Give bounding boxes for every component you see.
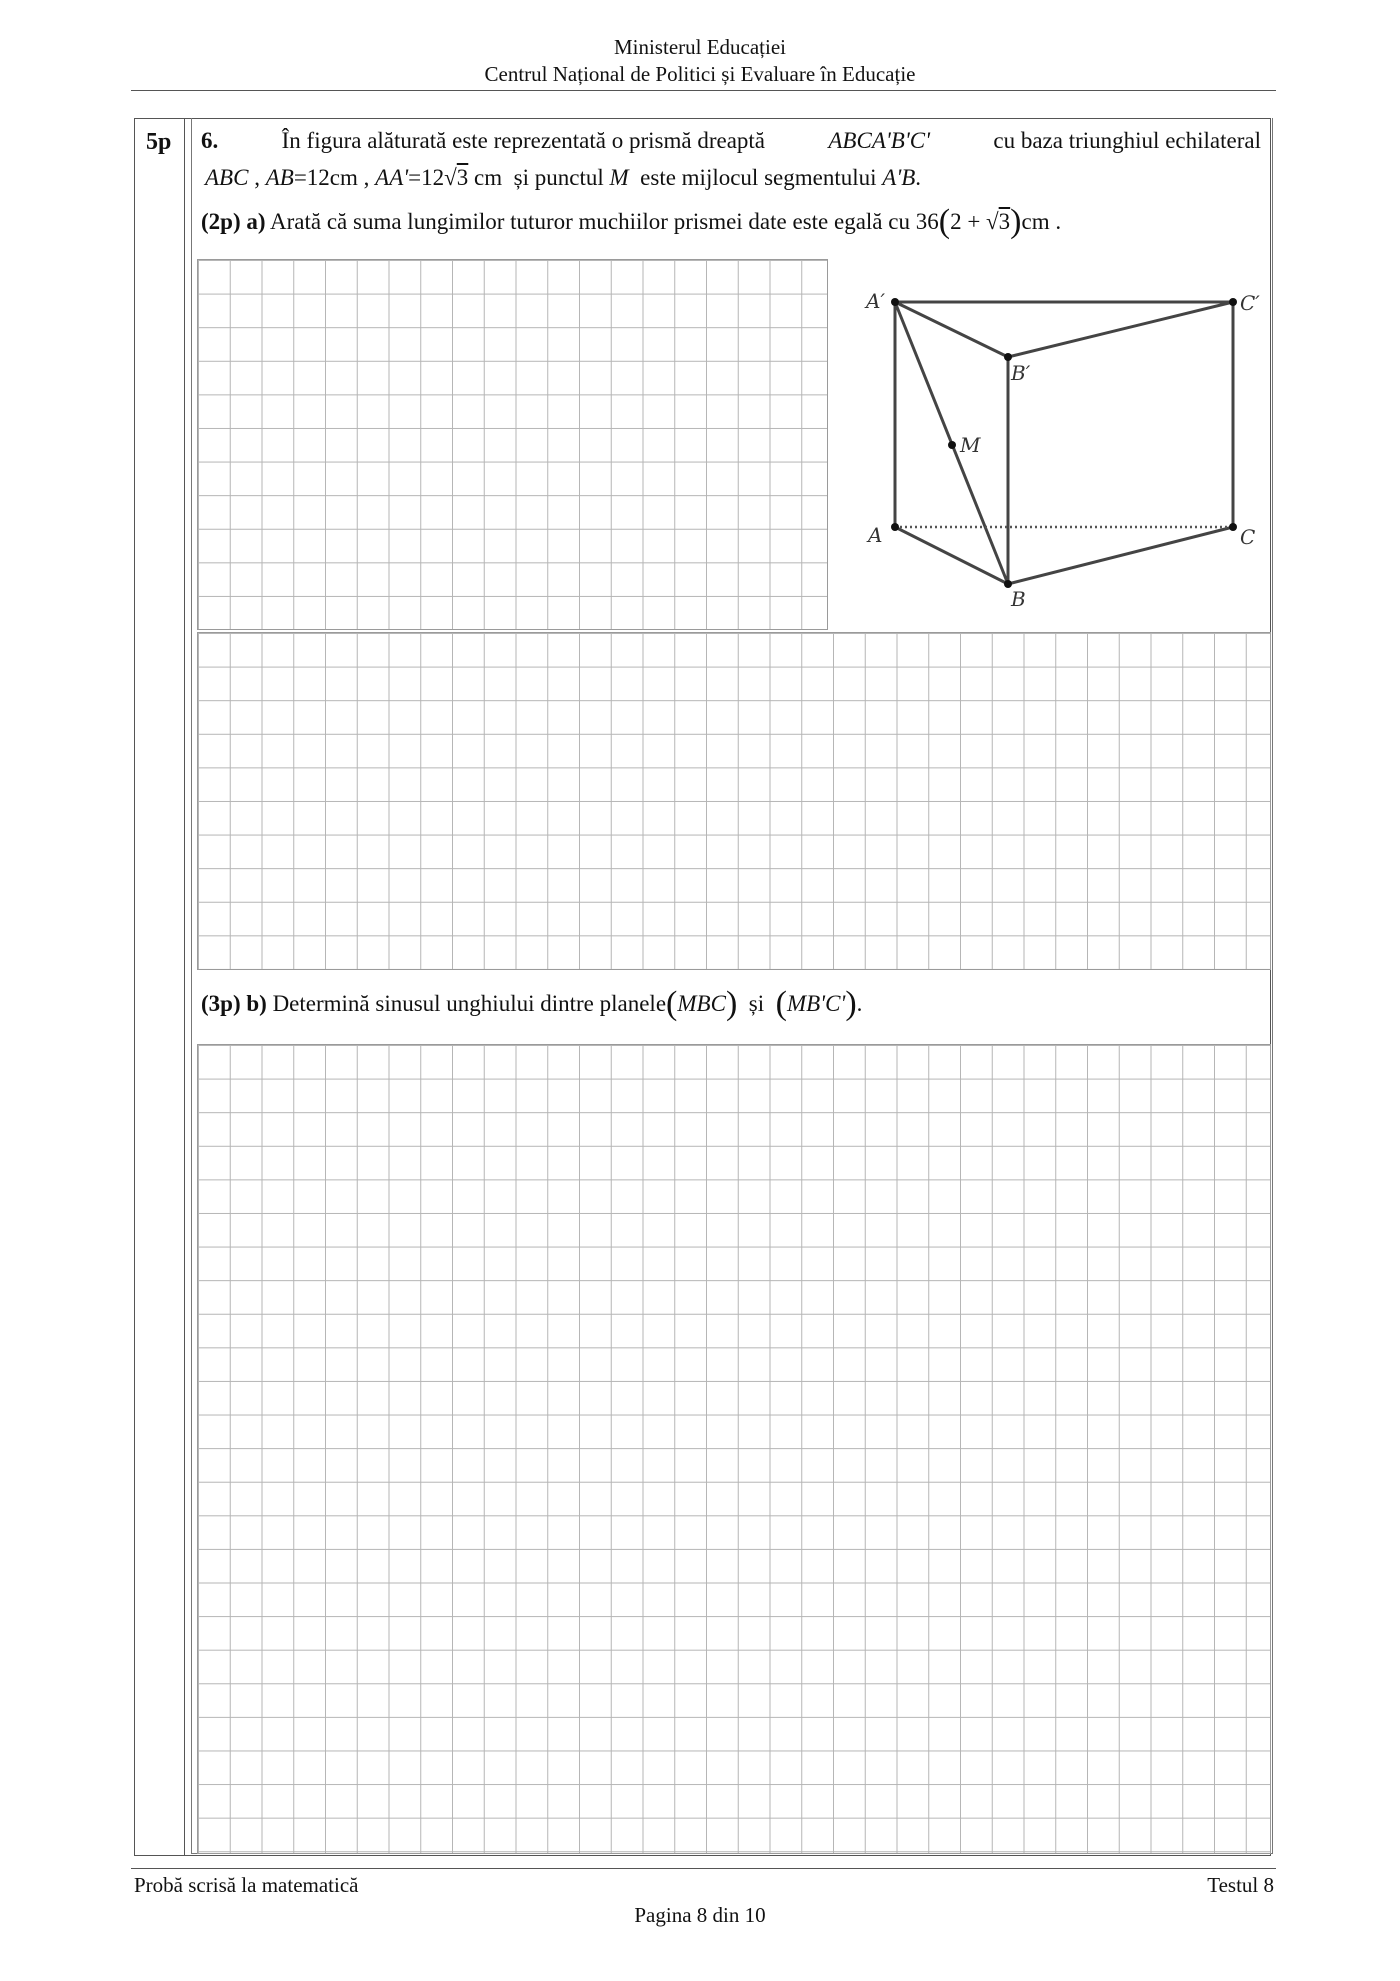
header-center: Centrul Național de Politici și Evaluare în Educație xyxy=(484,62,916,86)
footer-page: Pagina 8 din 10 xyxy=(634,1903,766,1927)
part-b-text: Determină sinusul unghiului dintre planele xyxy=(272,991,667,1016)
ab-value: =12cm , xyxy=(293,165,370,190)
footer-test: Testul 8 xyxy=(1207,1873,1274,1897)
prism-name: ABCA'B'C' xyxy=(828,128,931,153)
label-cprime: C′ xyxy=(1240,291,1260,315)
part-a-value-inner: 2 + xyxy=(950,209,981,234)
plane-1: MBC xyxy=(677,991,726,1016)
aa-var: AA' xyxy=(375,165,409,190)
aa-radicand: 3 xyxy=(456,165,469,190)
aa-value-pre: =12 xyxy=(408,165,445,190)
edge-a-b xyxy=(895,527,1008,584)
problem-line-1 xyxy=(201,126,1261,156)
midpoint-text: este mijlocul segmentului xyxy=(640,165,877,190)
part-a-statement: (2p) a) Arată că suma lungimilor tuturor muchiilor prismei date este egală cu 36(2 + √3)cm . xyxy=(201,203,1062,240)
point-c xyxy=(1229,523,1237,531)
ab-var: AB xyxy=(265,165,294,190)
and-point-text: și punctul xyxy=(513,165,604,190)
points-column-divider xyxy=(184,118,185,1856)
prism-figure xyxy=(840,280,1280,620)
edge-aprime-bprime xyxy=(895,302,1008,357)
points-label: 5p xyxy=(146,129,172,155)
edge-bprime-cprime xyxy=(1008,302,1233,357)
point-cprime xyxy=(1229,298,1237,306)
plane-2: MB'C' xyxy=(786,991,846,1016)
label-b: B xyxy=(1011,587,1026,611)
footer-subject: Probă scrisă la matematică xyxy=(134,1873,359,1897)
base-name: ABC xyxy=(205,165,249,190)
point-bprime xyxy=(1004,353,1012,361)
answer-grid-b[interactable] xyxy=(197,1044,1271,1854)
intro-text-1: În figura alăturată este reprezentată o prismă dreaptă xyxy=(281,128,765,153)
part-a-value-pre: 36 xyxy=(915,209,939,234)
label-a: A xyxy=(868,523,883,547)
aa-unit: cm xyxy=(474,165,503,190)
point-a xyxy=(891,523,899,531)
point-m xyxy=(948,441,956,449)
problem-number: 6. xyxy=(201,128,219,153)
label-m: M xyxy=(960,433,981,457)
m-var: M xyxy=(609,165,629,190)
answer-grid-a-top[interactable] xyxy=(197,259,828,630)
part-a-text: Arată că suma lungimilor tuturor muchiilor prismei date este egală cu xyxy=(270,209,910,234)
header-ministry: Ministerul Educației xyxy=(613,35,787,59)
part-a-unit: cm . xyxy=(1021,209,1062,234)
edge-b-c xyxy=(1008,527,1233,584)
label-bprime: B′ xyxy=(1011,361,1031,385)
part-a-radicand: 3 xyxy=(998,209,1011,234)
plane-separator: și xyxy=(748,991,765,1016)
point-aprime xyxy=(891,298,899,306)
label-c: C xyxy=(1240,525,1256,549)
problem-line-2: ABC , AB=12cm , AA'=12√3 cm și punctul M este mijlocul segmentului A'B. xyxy=(205,165,922,190)
segment-var: A'B xyxy=(882,165,916,190)
answer-grid-a-bottom[interactable] xyxy=(197,632,1271,970)
footer-rule xyxy=(131,1868,1276,1869)
part-b-statement: (3p) b) Determină sinusul unghiului dintre planele(MBC) și (MB'C'). xyxy=(201,985,863,1022)
part-b-points: (3p) b) xyxy=(201,991,267,1016)
header-rule xyxy=(131,90,1276,91)
intro-text-2: cu baza triunghiul echilateral xyxy=(993,128,1261,153)
part-a-points: (2p) a) xyxy=(201,209,266,234)
label-aprime: A′ xyxy=(866,289,885,313)
